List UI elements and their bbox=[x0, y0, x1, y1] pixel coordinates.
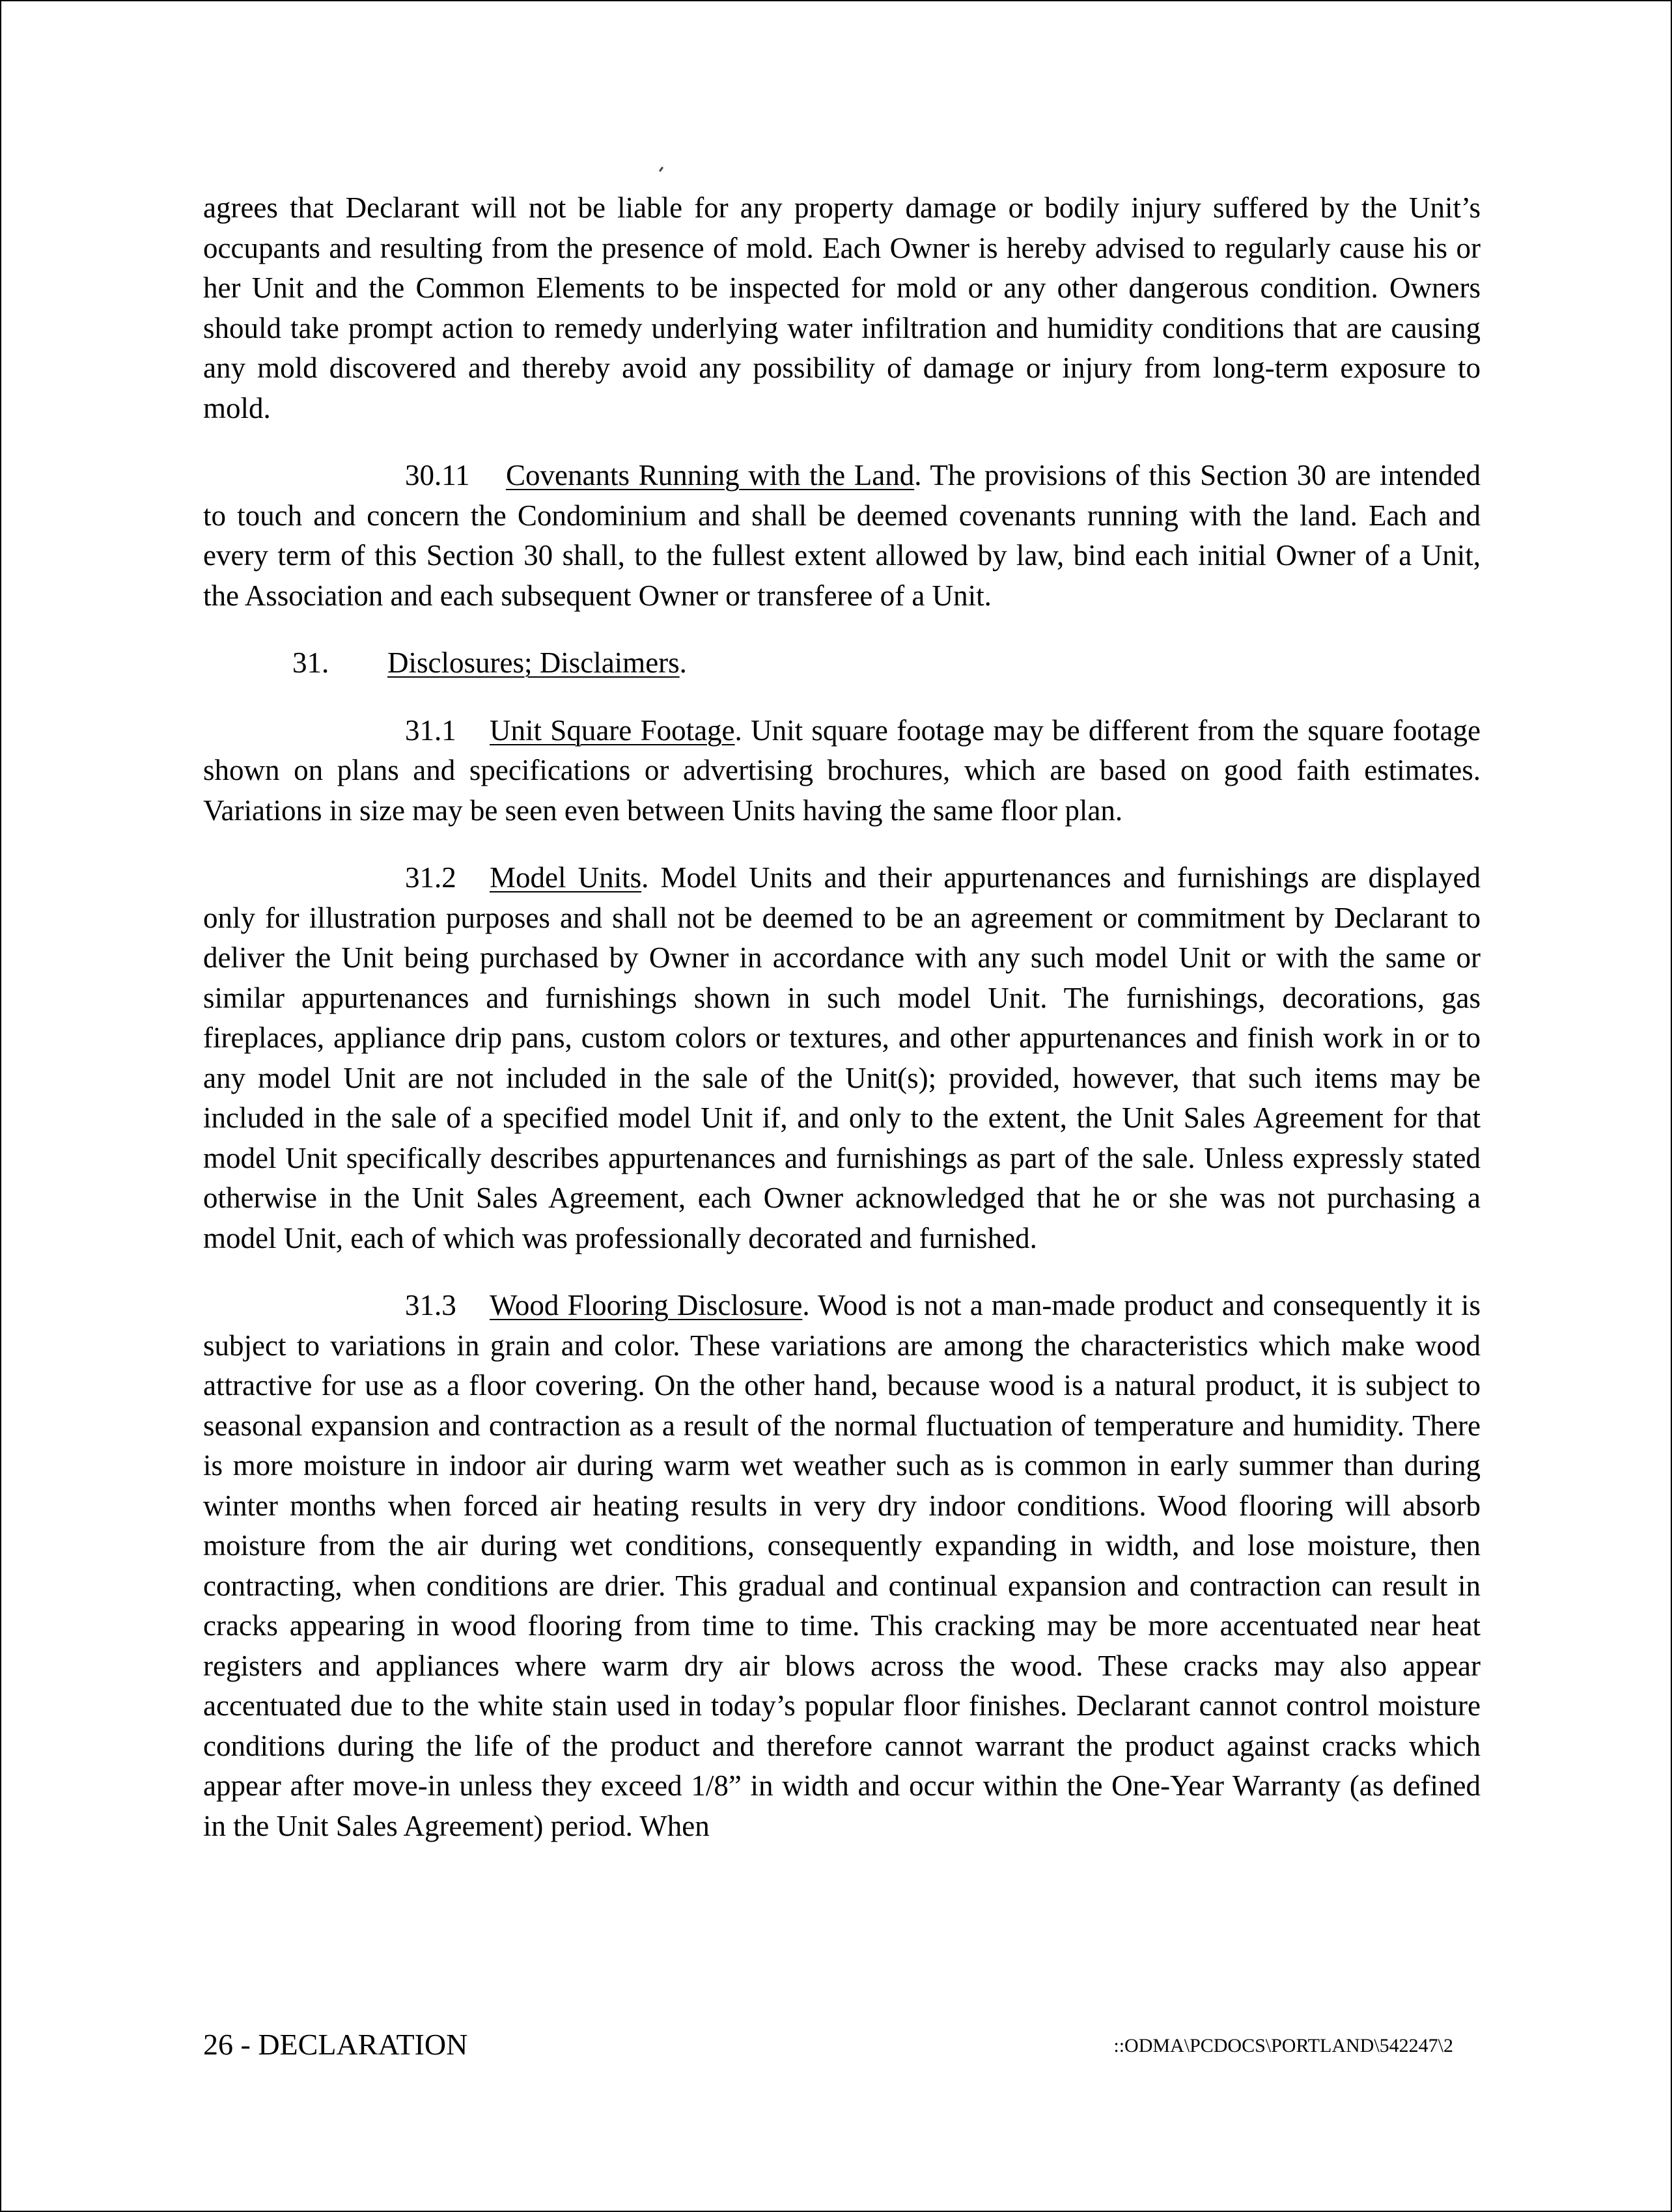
section-title-suffix: . bbox=[679, 646, 687, 679]
section-number: 30.11 bbox=[405, 459, 470, 491]
section-number: 31.3 bbox=[405, 1289, 456, 1321]
scan-speck bbox=[659, 167, 663, 172]
section-31-2 bbox=[203, 858, 1481, 1258]
section-text: . The provisions of this Section 30 are intended to touch and concern the Condominium and shall be deemed covenants running with the land. Each and every term of this Section 30 shall, to the fullest extent allowed by law, bind each initial Owner of a Unit, the Association and each subsequent Owner or transferee of a Unit. bbox=[203, 459, 1481, 612]
section-title: Unit Square Footage bbox=[490, 713, 735, 747]
footer-page-label: 26 - DECLARATION bbox=[203, 2028, 468, 2061]
section-text: . Model Units and their appurtenances and furnishings are displayed only for illustration purposes and shall not be deemed to be an agreement or commitment by Declarant to deliver the Unit being purchased by Owner in accordance with any such model Unit or with the same or similar appurtenances and furnishings shown in such model Unit. The furnishings, decorations, gas fireplaces, appliance drip pans, custom colors or textures, and other appurtenances and finish work in or to any model Unit are not included in the sale of the Unit(s); provided, however, that such items may be included in the sale of a specified model Unit if, and only to the extent, the Unit Sales Agreement for that model Unit specifically describes appurtenances and furnishings as part of the sale. Unless expressly stated otherwise in the Unit Sales Agreement, each Owner acknowledged that he or she was not purchasing a model Unit, each of which was professionally decorated and furnished. bbox=[203, 861, 1481, 1254]
section-title: Wood Flooring Disclosure bbox=[490, 1289, 803, 1321]
section-31-3 bbox=[203, 1286, 1481, 1846]
section-text: . Unit square footage may be different from the square footage shown on plans and specifications or advertising brochures, which are based on good faith estimates. Variations in size may be seen even between Units having the same floor plan. bbox=[203, 713, 1481, 827]
section-number: 31.2 bbox=[405, 861, 456, 894]
section-number: 31. bbox=[292, 646, 329, 679]
section-31-heading bbox=[203, 643, 1481, 684]
document-body bbox=[203, 188, 1481, 1846]
section-31-1 bbox=[203, 711, 1481, 831]
section-title: Model Units bbox=[490, 861, 642, 894]
section-title: Disclosures; Disclaimers bbox=[387, 646, 680, 679]
section-title: Covenants Running with the Land bbox=[506, 459, 915, 491]
footer-doc-path: ::ODMA\PCDOCS\PORTLAND\542247\2 bbox=[1113, 2035, 1453, 2056]
intro-paragraph: agrees that Declarant will not be liable for any property damage or bodily injury suffered by the Unit’s occupants and resulting from the presence of mold. Each Owner is hereby advised to regularly cause his or her Unit and the Common Elements to be inspected for mold or any other dangerous condition. Owners should take prompt action to remedy underlying water infiltration and humidity conditions that are causing any mold discovered and thereby avoid any possibility of damage or injury from long-term exposure to mold. bbox=[203, 191, 1481, 424]
section-30-11 bbox=[203, 456, 1481, 616]
section-number: 31.1 bbox=[405, 713, 456, 747]
section-text: . Wood is not a man-made product and consequently it is subject to variations in grain and color. These variations are among the characteristics which make wood attractive for use as a floor covering. On the other hand, because wood is a natural product, it is subject to seasonal expansion and contraction as a result of the normal fluctuation of temperature and humidity. There is more moisture in indoor air during warm wet weather such as is common in early summer than during winter months when forced air heating results in very dry indoor conditions. Wood flooring will absorb moisture from the air during wet conditions, consequently expanding in width, and lose moisture, then contracting, when conditions are drier. This gradual and continual expansion and contraction can result in cracks appearing in wood flooring from time to time. This cracking may be more accentuated near heat registers and appliances where warm dry air blows across the wood. These cracks may also appear accentuated due to the white stain used in today’s popular floor finishes. Declarant cannot control moisture conditions during the life of the product and therefore cannot warrant the product against cracks which appear after move-in unless they exceed 1/8” in width and occur within the One-Year Warranty (as defined in the Unit Sales Agreement) period. When bbox=[203, 1289, 1481, 1842]
